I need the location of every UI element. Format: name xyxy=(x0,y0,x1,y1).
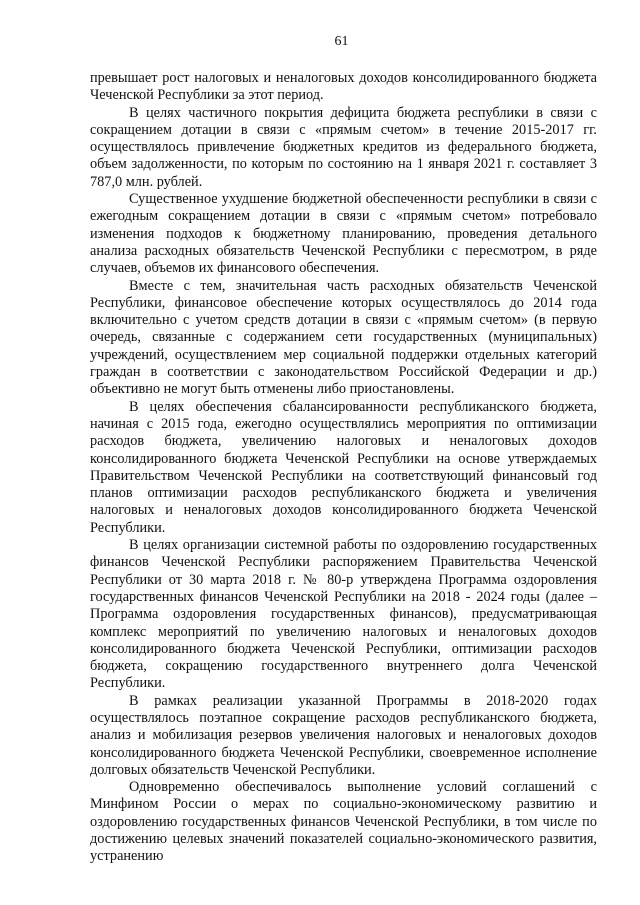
paragraph-recovery-program: В целях организации системной работы по оздоровлению государственных финансов Чеченской Республики распоряжением Правительства Чеченской Республики от 30 марта 2018 г. № 80-р утверждена Программа оздоровления государственных финансов Чеченской Республики на 2018 - 2024 годы (далее – Программа оздоровления государственных финансов), предусматривающая комплекс мероприятий по увеличению налоговых и неналоговых доходов консолидированного бюджета Чеченской Республики, оптимизации расходов бюджета, сокращению государственного внутреннего долга Чеченской Республики. xyxy=(90,537,597,692)
paragraph-balance-measures: В целях обеспечения сбалансированности республиканского бюджета, начиная с 2015 года, ежегодно осуществлялись мероприятия по оптимизации расходов бюджета, увеличению налоговых и неналоговых доходов консолидированного бюджета Чеченской Республики на основе утверждаемых Правительством Чеченской Республики на соответствующий финансовый год планов оптимизации расходов республиканского бюджета и увеличения налоговых и неналоговых доходов консолидированного бюджета Чеченской Республики. xyxy=(90,398,597,536)
paragraph-budget-credits: В целях частичного покрытия дефицита бюджета республики в связи с сокращением дотации в связи с «прямым счетом» в течение 2015-2017 гг. осуществлялось привлечение бюджетных кредитов из федерального бюджета, объем задолженности, по которым по состоянию на 1 января 2021 г. составляет 3 787,0 млн. рублей. xyxy=(90,104,597,190)
document-body xyxy=(90,70,597,866)
paragraph-program-implementation: В рамках реализации указанной Программы в 2018-2020 годах осуществлялось поэтапное сокращение расходов республиканского бюджета, анализ и мобилизация резервов увеличения налоговых и неналоговых доходов консолидированного бюджета Чеченской Республики, своевременное исполнение долговых обязательств Чеченской Республики. xyxy=(90,692,597,778)
page-number: 61 xyxy=(334,34,349,49)
paragraph-minfin-agreements: Одновременно обеспечивалось выполнение условий соглашений с Минфином России о мерах по социально-экономическому развитию и оздоровлению государственных финансов Чеченской Республики, в том числе по достижению целевых значений показателей социально-экономического развития, устранению xyxy=(90,779,597,865)
paragraph-budget-planning: Существенное ухудшение бюджетной обеспеченности республики в связи с ежегодным сокращением дотации в связи с «прямым счетом» потребовало изменения подходов к бюджетному планированию, проведения детального анализа расходных обязательств Чеченской Республики с пересмотром, в ряде случаев, объемов их финансового обеспечения. xyxy=(90,191,597,277)
paragraph-continuation: превышает рост налоговых и неналоговых доходов консолидированного бюджета Чеченской Республики за этот период. xyxy=(90,70,597,104)
paragraph-expenditure-obligations: Вместе с тем, значительная часть расходных обязательств Чеченской Республики, финансовое обеспечение которых осуществлялось до 2014 года включительно с учетом средств дотации в связи с «прямым счетом» (в первую очередь, связанные с содержанием сети государственных (муниципальных) учреждений, осуществлением мер социальной поддержки отдельных категорий граждан в соответствии с законодательством Российской Федерации и др.) объективно не могут быть отменены либо приостановлены. xyxy=(90,277,597,398)
